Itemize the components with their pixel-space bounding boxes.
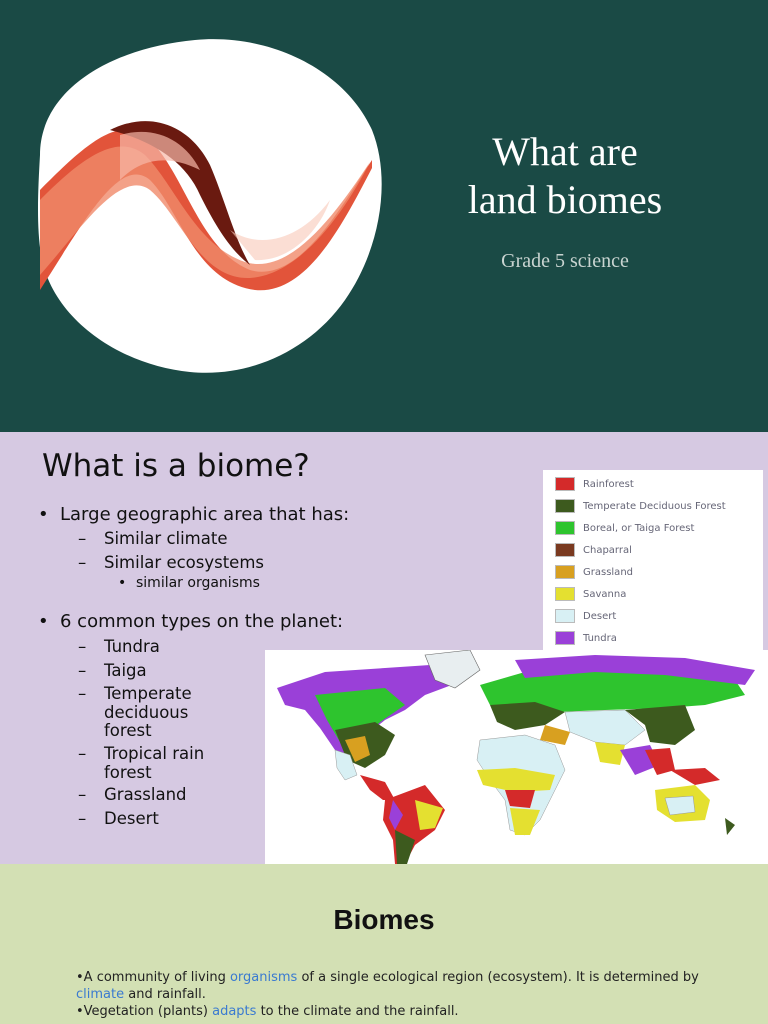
legend-swatch (555, 499, 575, 513)
legend-item (555, 499, 726, 513)
adapts-link[interactable]: adapts (212, 1004, 257, 1019)
slide-heading: What is a biome? (42, 448, 310, 484)
title-line-2: land biomes (467, 177, 663, 222)
text: to the climate and the rainfall. (256, 1004, 459, 1019)
legend-swatch (555, 631, 575, 645)
item-text: Similar ecosystems (104, 553, 265, 572)
slide-heading: Biomes (333, 904, 435, 935)
biomes-definition-slide (0, 864, 768, 1024)
paragraph-1 (76, 969, 736, 1003)
organisms-link[interactable]: organisms (229, 970, 298, 985)
bullet-2-item-cont: deciduous (104, 703, 189, 722)
slide-subtitle: Grade 5 science (501, 250, 629, 272)
bullet-2-item: – Temperate (78, 684, 192, 703)
slide-title (420, 128, 710, 224)
legend-item (555, 631, 617, 645)
legend-label: Boreal, or Taiga Forest (583, 523, 695, 534)
legend-swatch (555, 587, 575, 601)
item-text: Taiga (104, 661, 147, 680)
world-biome-map (265, 650, 768, 864)
bullet-2-item: – Desert (78, 809, 159, 828)
map-legend (543, 470, 763, 650)
legend-item (555, 565, 633, 579)
legend-swatch (555, 543, 575, 557)
climate-link[interactable]: climate (76, 987, 125, 1002)
bullet-2-item: – Taiga (78, 661, 147, 680)
legend-swatch (555, 477, 575, 491)
legend-label: Rainforest (583, 479, 634, 490)
bullet-1-item: – Similar ecosystems (78, 553, 265, 572)
legend-label: Desert (583, 611, 617, 622)
item-text: Grassland (104, 785, 187, 804)
text: •A community of living (76, 970, 230, 985)
item-text: Tundra (104, 637, 160, 656)
item-text: Desert (104, 809, 159, 828)
legend-label: Grassland (583, 567, 633, 578)
paragraph-2 (76, 1003, 736, 1020)
item-text: Tropical rain (104, 744, 205, 763)
bullet-2-item-cont: forest (104, 721, 152, 740)
legend-item (555, 609, 616, 623)
title-line-1: What are (492, 129, 638, 174)
bullet-1: • Large geographic area that has: (38, 504, 350, 525)
text: •Vegetation (plants) (76, 1004, 213, 1019)
ribbon-graphic (0, 0, 420, 432)
legend-item (555, 587, 626, 601)
text: of a single ecological region (ecosystem). It is determined by (297, 970, 699, 985)
bullet-2-item-cont: forest (104, 763, 152, 782)
legend-swatch (555, 521, 575, 535)
legend-label: Temperate Deciduous Forest (583, 501, 726, 512)
bullet-2-text: 6 common types on the planet: (60, 611, 344, 632)
bullet-2: • 6 common types on the planet: (38, 611, 344, 632)
legend-item (555, 477, 634, 491)
legend-swatch (555, 609, 575, 623)
bullet-1-text: Large geographic area that has: (60, 504, 350, 525)
bullet-2-item: – Grassland (78, 785, 187, 804)
bullet-2-item: – Tundra (78, 637, 160, 656)
bullet-2-item: – Tropical rain (78, 744, 205, 763)
bullet-1-item: – Similar climate (78, 529, 228, 548)
legend-item (555, 543, 632, 557)
biome-slide (0, 432, 768, 864)
subitem-text: similar organisms (136, 575, 260, 591)
text: and rainfall. (124, 987, 206, 1002)
legend-label: Tundra (583, 633, 617, 644)
item-text: Similar climate (104, 529, 228, 548)
legend-item (555, 521, 694, 535)
item-text: Temperate (104, 684, 192, 703)
legend-label: Savanna (583, 589, 627, 600)
legend-label: Chaparral (583, 545, 632, 556)
bullet-1-subitem: • similar organisms (118, 575, 260, 591)
title-slide (0, 0, 768, 432)
legend-swatch (555, 565, 575, 579)
